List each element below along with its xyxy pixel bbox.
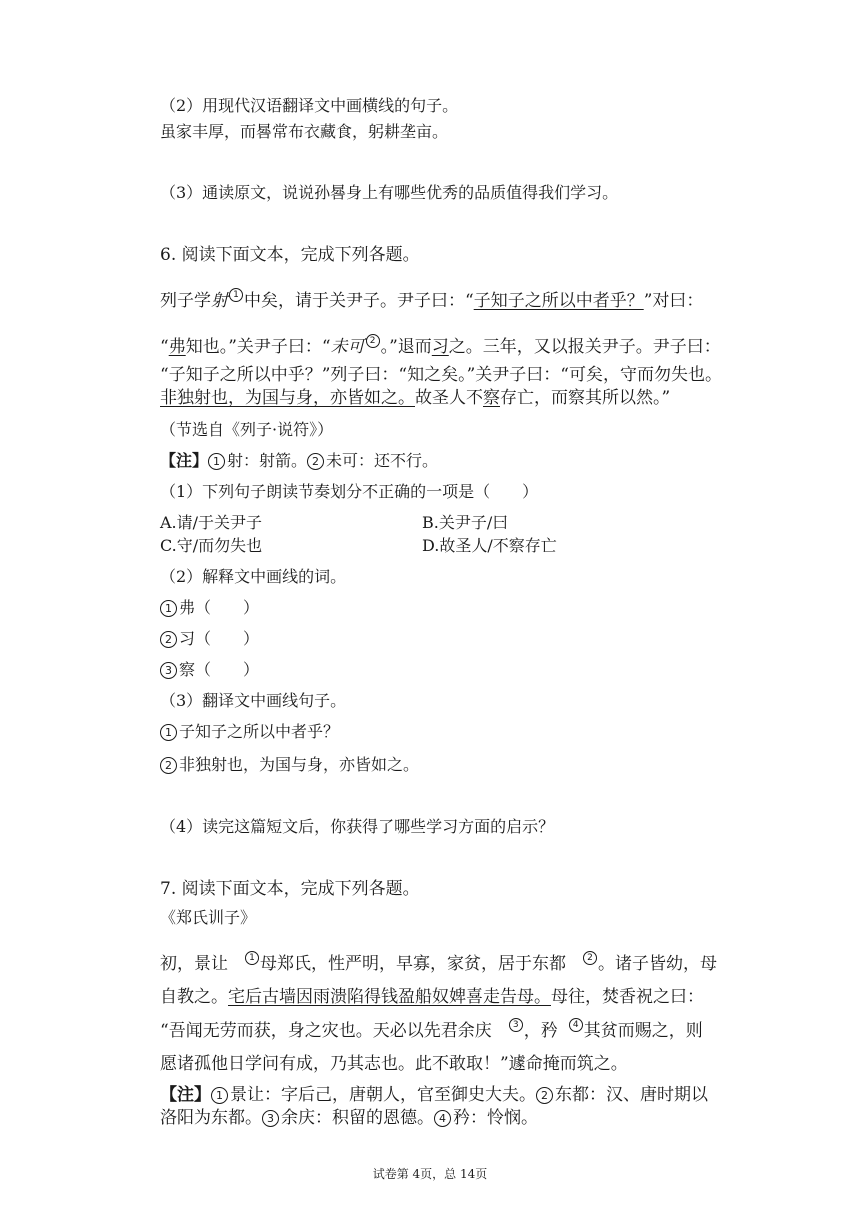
- circled-number-1: 1: [208, 453, 225, 470]
- footnote-marker-1: 1: [245, 951, 259, 965]
- q7-passage-line-4: 愿诸孤他日学问有成，乃其志也。此不敢取！”遽命掩而筑之。: [160, 1054, 628, 1074]
- text-fragment: 之。三年，又以报关尹子。尹子曰：: [448, 337, 721, 357]
- circled-number-2: 2: [160, 757, 177, 774]
- text-fragment: 初，景让: [160, 954, 228, 974]
- underlined-word-cha: 察: [483, 388, 500, 408]
- circled-number-1: 1: [160, 724, 177, 741]
- q6-passage-line-4: [160, 388, 670, 408]
- text-fragment: ”对曰：: [643, 291, 704, 311]
- q6-word-item-1: [160, 598, 259, 618]
- translate-item-text: 非独射也，为国与身，亦皆如之。: [179, 755, 420, 774]
- footnote-marker-3: 3: [509, 1018, 523, 1032]
- q6-option-c: C.守/而勿失也: [160, 536, 263, 555]
- word-she: 射: [211, 291, 228, 311]
- note-text: 余庆：积留的恩德。: [281, 1108, 434, 1128]
- translate-item-text: 子知子之所以中者乎？: [179, 722, 340, 741]
- text-fragment: “吾闻无劳而获，身之灾也。天必以先君余庆: [160, 1021, 492, 1041]
- note-text: 景让：字后己，唐朝人，官至御史大夫。: [230, 1085, 536, 1105]
- q6-option-b: B.关尹子/曰: [422, 513, 509, 532]
- word-item-text: 察（ ）: [179, 660, 260, 679]
- footnote-marker-4: 4: [569, 1018, 583, 1032]
- text-fragment: 。”退而: [380, 337, 432, 357]
- text-fragment: ，矜: [523, 1021, 558, 1041]
- q6-sub4-prompt: （4）读完这篇短文后，你获得了哪些学习方面的启示？: [160, 817, 555, 836]
- q5-sub2-sentence: 虽家丰厚，而晷常布衣藏食，躬耕垄亩。: [160, 122, 449, 141]
- underlined-word-fu: 弗: [168, 337, 186, 357]
- q6-word-item-3: [160, 660, 259, 680]
- q6-option-d: D.故圣人/不察存亡: [422, 536, 557, 555]
- underlined-sentence-1: 子知子之所以中者乎？: [473, 291, 644, 311]
- note-text: 矜：怜悯。: [453, 1108, 538, 1128]
- q6-notes: [160, 451, 438, 471]
- q5-sub2-prompt: （2）用现代汉语翻译文中画横线的句子。: [160, 96, 459, 115]
- text-fragment: 其贫而赐之，则: [583, 1021, 703, 1041]
- text-fragment: 存亡，而察其所以然。”: [500, 388, 671, 408]
- circled-number-4: 4: [434, 1110, 451, 1127]
- note-label: 【注】: [160, 1085, 211, 1105]
- note-text: 未可：还不行。: [326, 451, 439, 470]
- circled-number-2: 2: [536, 1087, 553, 1104]
- q7-passage-line-1: [160, 954, 717, 974]
- word-item-text: 弗（ ）: [179, 598, 260, 617]
- underlined-word-xi: 习: [431, 337, 449, 357]
- footnote-marker-1: 1: [229, 288, 243, 302]
- circled-number-1: 1: [211, 1087, 228, 1104]
- circled-number-1: 1: [160, 600, 177, 617]
- page-footer: 试卷第 4页，总 14页: [372, 1167, 488, 1181]
- footnote-marker-2: 2: [366, 334, 380, 348]
- q6-title: 6. 阅读下面文本，完成下列各题。: [160, 245, 420, 265]
- text-fragment: 母往，焚香祝之曰：: [551, 987, 704, 1007]
- text-fragment: 故圣人不: [415, 388, 483, 408]
- text-fragment: “: [160, 337, 169, 357]
- circled-number-2: 2: [307, 453, 324, 470]
- q7-notes-line-2: [160, 1108, 538, 1128]
- q7-title: 7. 阅读下面文本，完成下列各题。: [160, 879, 420, 899]
- text-fragment: “: [465, 291, 474, 311]
- q7-notes-line-1: [160, 1085, 708, 1105]
- q7-subtitle: 《郑氏训子》: [160, 908, 257, 927]
- text-fragment: 列子学: [160, 291, 211, 311]
- q6-sub1-prompt: （1）下列句子朗读节奏划分不正确的一项是（ ）: [160, 482, 539, 501]
- text-fragment: 中矣，请于关尹子。尹子曰：: [244, 291, 465, 311]
- q6-translate-item-2: [160, 755, 419, 775]
- q6-word-item-2: [160, 629, 259, 649]
- q6-sub3-prompt: （3）翻译文中画线句子。: [160, 691, 347, 710]
- word-item-text: 习（ ）: [179, 629, 260, 648]
- q6-sub2-prompt: （2）解释文中画线的词。: [160, 567, 347, 586]
- note-label: 【注】: [160, 451, 209, 470]
- underlined-sentence-2: 非独射也，为国与身，亦皆如之。: [160, 388, 415, 408]
- q7-passage-line-3: [160, 1021, 703, 1041]
- word-weike: 未可: [330, 337, 365, 357]
- q7-passage-line-2: [160, 987, 704, 1007]
- text-fragment: 母郑氏，性严明，早寡，家贫，居于东都: [260, 954, 566, 974]
- note-text: 东都：汉、唐时期以: [555, 1085, 708, 1105]
- text-fragment: 。诸子皆幼，母: [598, 954, 717, 974]
- footnote-marker-2: 2: [583, 951, 597, 965]
- q5-sub3-prompt: （3）通读原文，说说孙晷身上有哪些优秀的品质值得我们学习。: [160, 183, 619, 202]
- note-text: 洛阳为东都。: [160, 1108, 262, 1128]
- circled-number-3: 3: [160, 662, 177, 679]
- q6-passage-line-1: [160, 291, 703, 311]
- circled-number-3: 3: [262, 1110, 279, 1127]
- text-fragment: 知也。”关尹子曰：“: [185, 337, 331, 357]
- q6-passage-line-2: [160, 337, 721, 357]
- q6-translate-item-1: [160, 722, 339, 742]
- q6-passage-line-3: “子知子之所以中乎？”列子曰：“知之矣。”关尹子曰：“可矣，守而勿失也。: [160, 365, 722, 385]
- q6-source: （节选自《列子·说符》）: [160, 420, 334, 439]
- text-fragment: 自教之。: [160, 987, 228, 1007]
- q6-option-a: A.请/于关尹子: [160, 513, 263, 532]
- underlined-sentence: 宅后古墙因雨溃陷得钱盈船奴婢喜走告母。: [228, 987, 551, 1007]
- note-text: 射：射箭。: [227, 451, 308, 470]
- circled-number-2: 2: [160, 631, 177, 648]
